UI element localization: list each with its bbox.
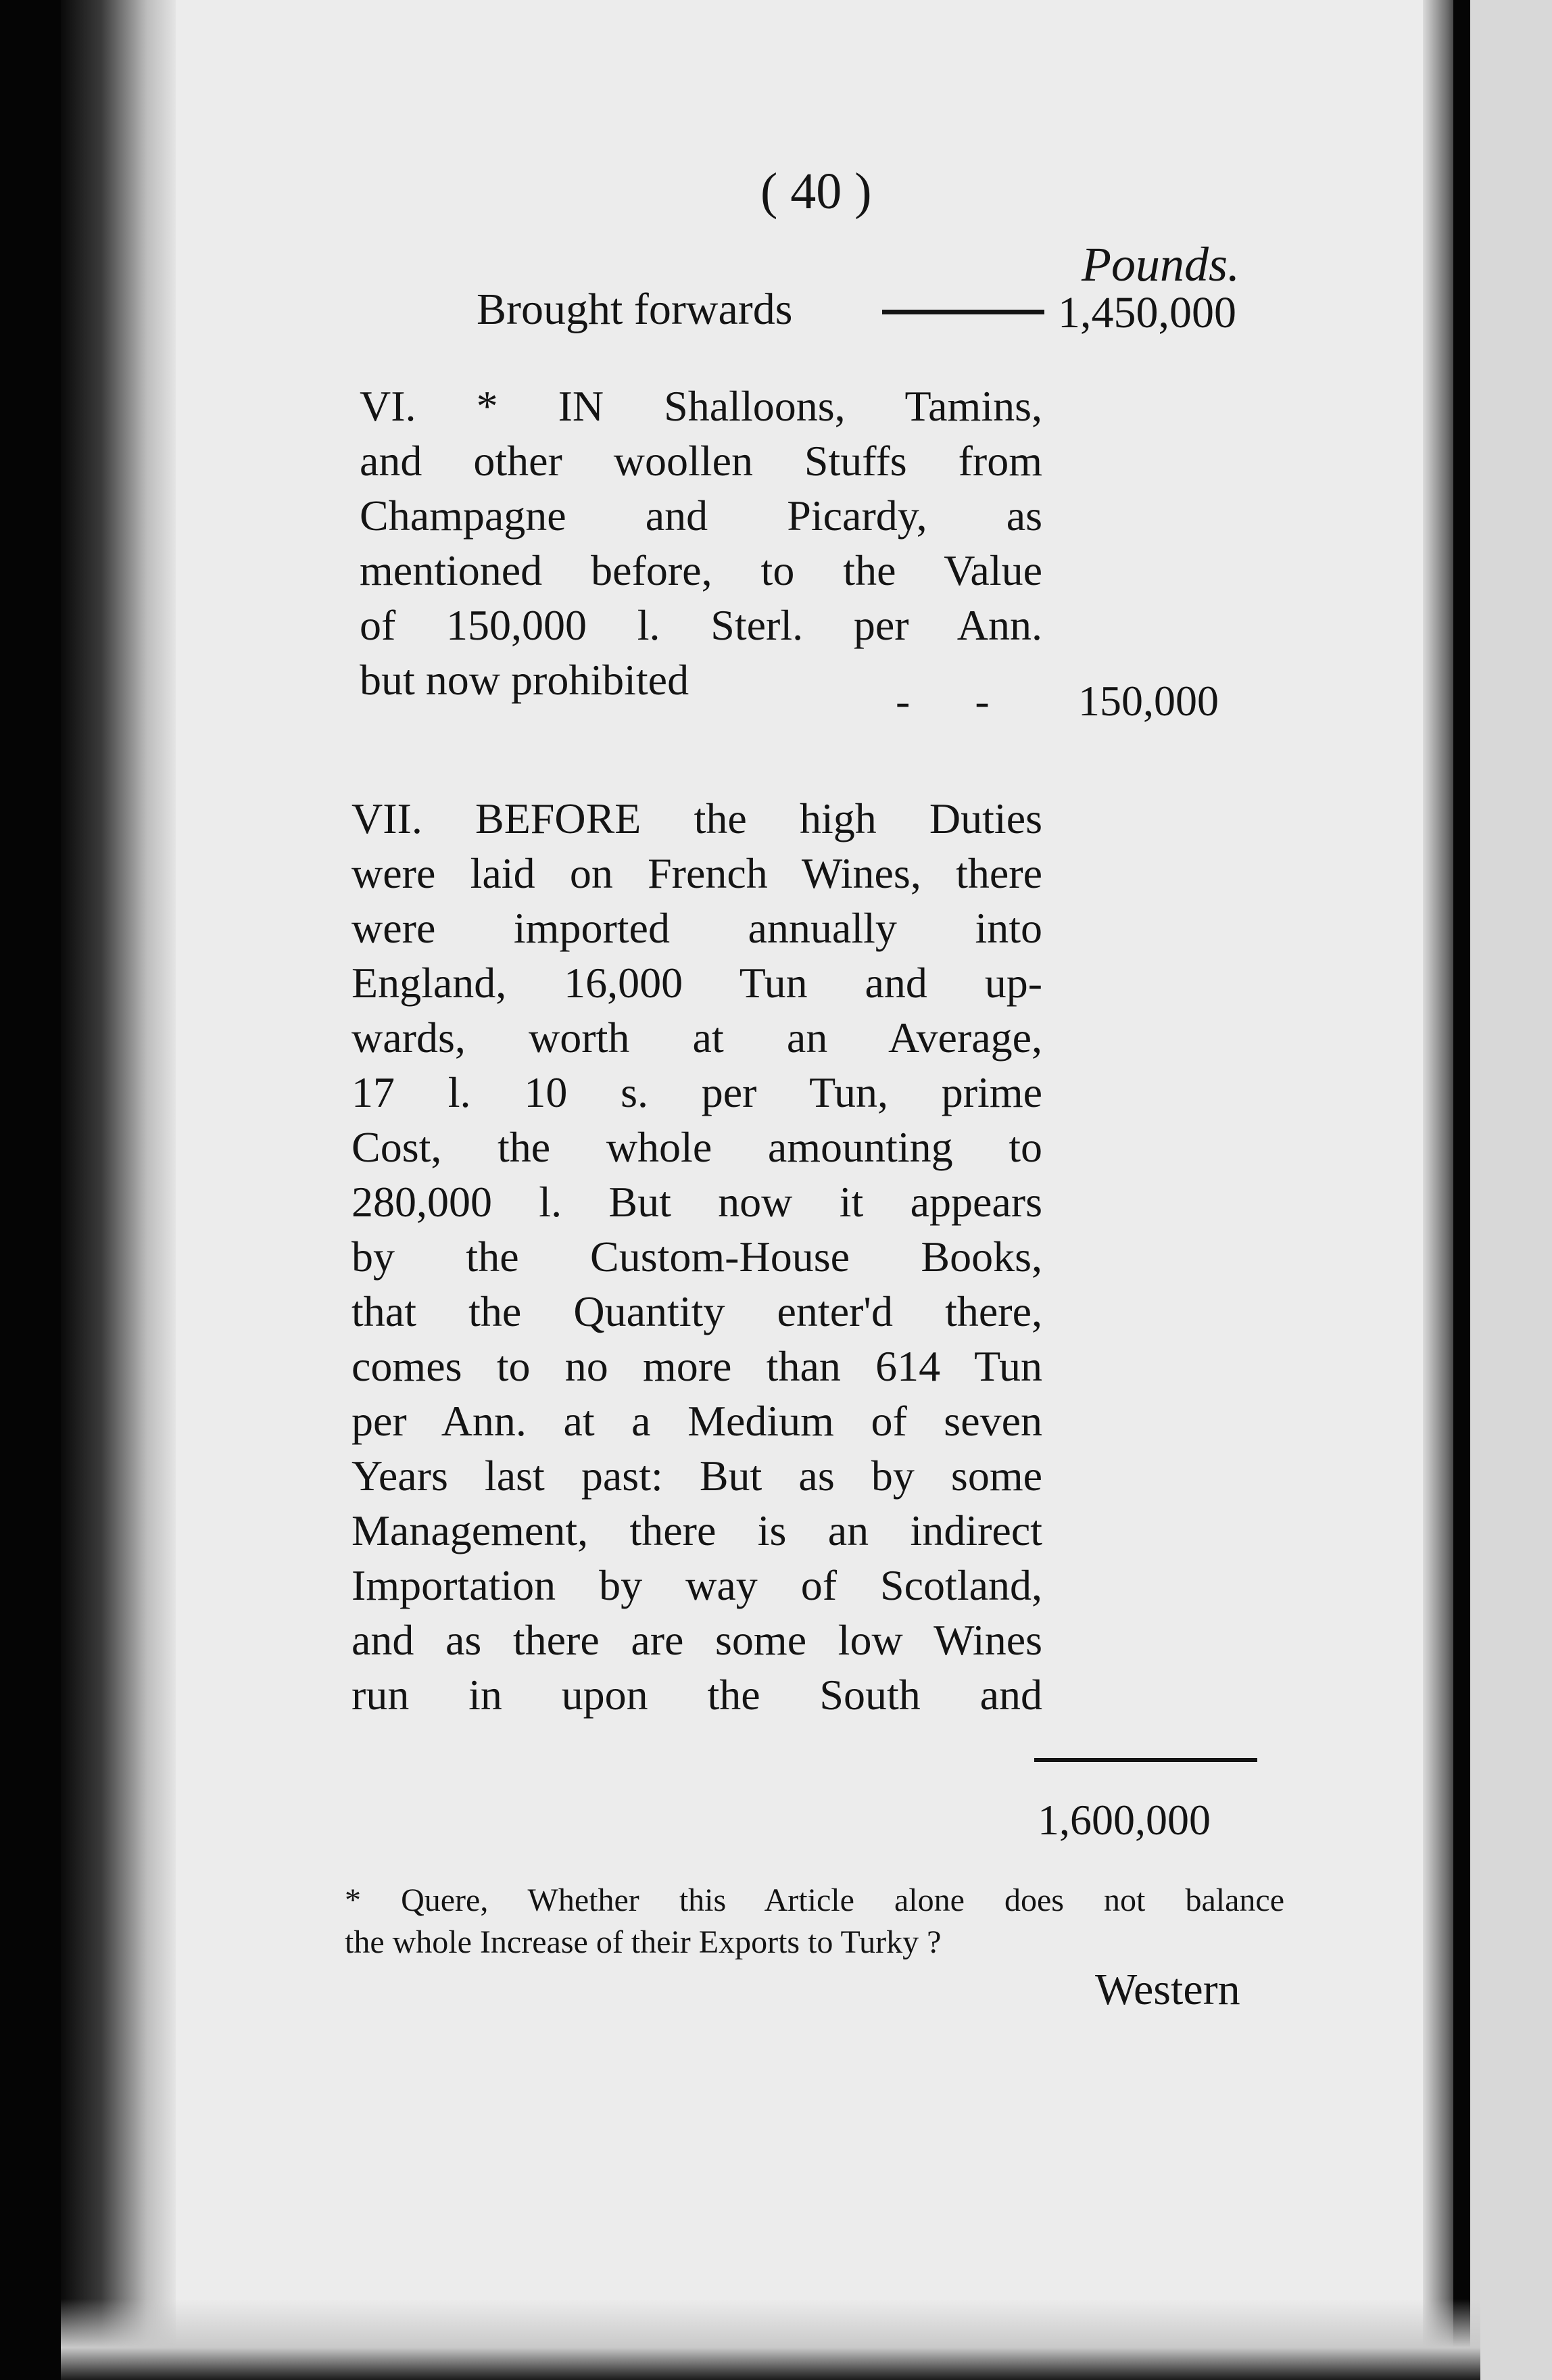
text-line: were laid on French Wines, there [351, 849, 1042, 897]
page-number: ( 40 ) [760, 163, 872, 220]
section-vii-paragraph [351, 791, 1042, 1722]
text-line: Cost, the whole amounting to [351, 1123, 1042, 1171]
brought-forwards-value: 1,450,000 [1058, 288, 1236, 337]
section-vi-amount: 150,000 [1078, 677, 1219, 725]
text-line: England, 16,000 Tun and up- [351, 959, 1042, 1007]
text-line: by the Custom-House Books, [351, 1233, 1042, 1281]
binding-gutter [61, 0, 176, 2380]
text-line: and as there are some low Wines [351, 1616, 1042, 1664]
leader-dashes: - - [896, 677, 1017, 725]
footnote [345, 1880, 1284, 1964]
total-rule [1034, 1758, 1257, 1762]
leader-rule [882, 310, 1044, 314]
catchword: Western [1095, 1965, 1240, 2014]
text-line: Years last past: But as by some [351, 1452, 1042, 1500]
text-line: per Ann. at a Medium of seven [351, 1397, 1042, 1445]
brought-forwards-label: Brought forwards [477, 285, 793, 334]
text-line: of 150,000 l. Sterl. per Ann. [360, 601, 1042, 649]
page-bottom-shadow [61, 2299, 1480, 2380]
text-line: Champagne and Picardy, as [360, 492, 1042, 540]
text-line: VI. * IN Shalloons, Tamins, [360, 382, 1042, 430]
text-line: run in upon the South and [351, 1671, 1042, 1719]
text-line: but now prohibited [360, 656, 689, 704]
next-page-strip [1470, 0, 1552, 2380]
text-line: wards, worth at an Average, [351, 1014, 1042, 1062]
text-line: and other woollen Stuffs from [360, 437, 1042, 485]
text-line: mentioned before, to the Value [360, 546, 1042, 594]
text-line: VII. BEFORE the high Duties [351, 794, 1042, 842]
text-line: 280,000 l. But now it appears [351, 1178, 1042, 1226]
text-line: that the Quantity enter'd there, [351, 1287, 1042, 1335]
column-header: Pounds. [1082, 237, 1240, 291]
text-line: comes to no more than 614 Tun [351, 1342, 1042, 1390]
show-through-text [433, 230, 443, 277]
text-line: 17 l. 10 s. per Tun, prime [351, 1068, 1042, 1116]
text-line: Importation by way of Scotland, [351, 1561, 1042, 1609]
text-line: were imported annually into [351, 904, 1042, 952]
footnote-line: the whole Increase of their Exports to Turky ? [345, 1924, 942, 1960]
total-amount: 1,600,000 [1038, 1796, 1211, 1844]
section-vi-paragraph [360, 379, 1042, 707]
footnote-line: * Quere, Whether this Article alone does not balance [345, 1882, 1284, 1918]
text-line: Management, there is an indirect [351, 1506, 1042, 1554]
